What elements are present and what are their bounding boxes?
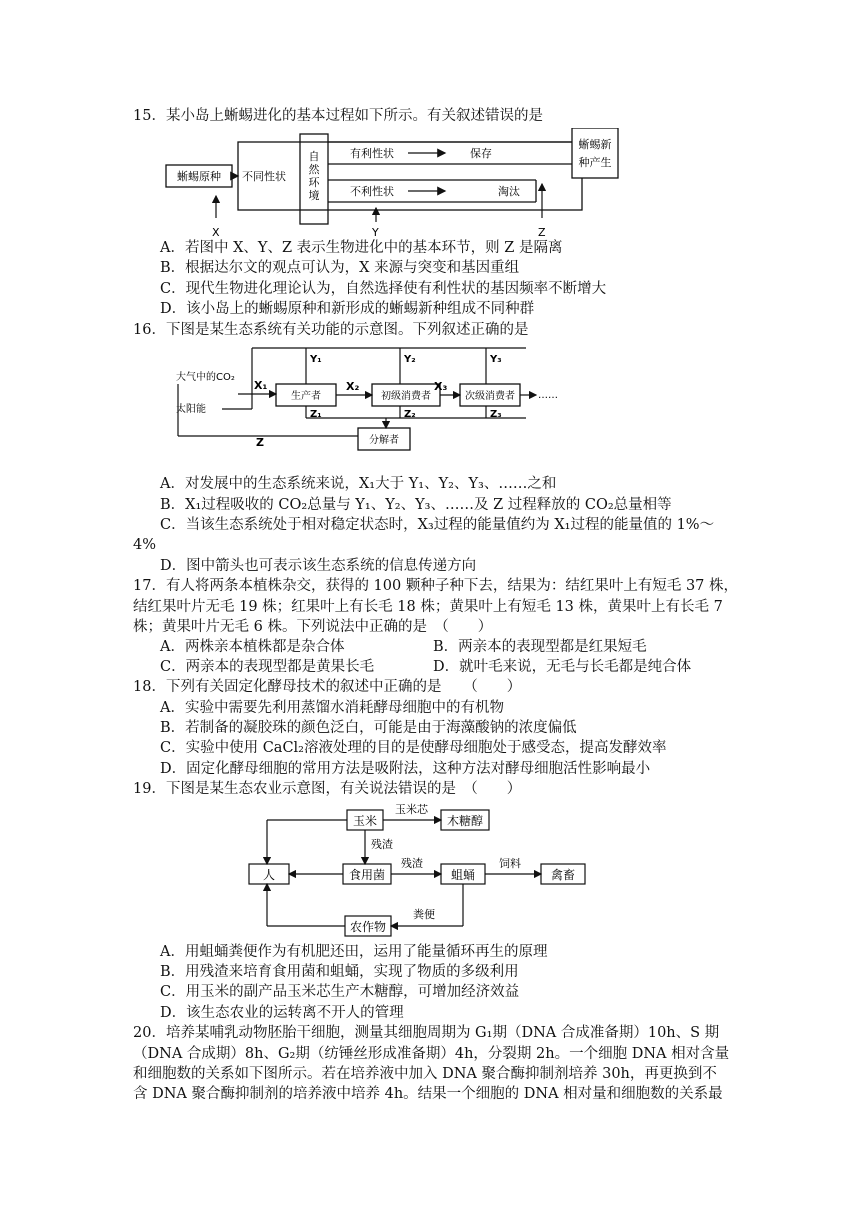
- q15-good-label: 有利性状: [350, 147, 394, 160]
- q18-stem: 18．下列有关固定化酵母技术的叙述中正确的是 （ ）: [133, 679, 522, 695]
- q20-line-3: 和细胞数的关系如下图所示。若在培养液中加入 DNA 聚合酶抑制剂培养 30h，再更换到不: [133, 1066, 717, 1082]
- q16-y3-label: Y₃: [490, 354, 502, 365]
- q17-option-a: A．两株亲本植株都是杂合体: [160, 639, 345, 655]
- q20-line-4: 含 DNA 聚合酶抑制剂的培养液中培养 4h。结果一个细胞的 DNA 相对量和细胞数的关系最: [133, 1086, 723, 1102]
- q16-dots: ……: [538, 390, 558, 401]
- q16-sun-label: 太阳能: [176, 404, 206, 415]
- q17-option-d: D．就叶毛来说，无毛与长毛都是纯合体: [433, 659, 692, 675]
- q16-y2-label: Y₂: [404, 354, 416, 365]
- svg-text:蜥蜴新: 蜥蜴新: [578, 138, 612, 151]
- q16-z1-label: Z₁: [310, 409, 322, 420]
- q15-bad-label: 不利性状: [350, 185, 394, 198]
- q19-mushroom-label: 食用菌: [348, 868, 386, 882]
- q18-option-a: A．实验中需要先利用蒸馏水消耗酵母细胞中的有机物: [160, 700, 504, 716]
- q16-x3-label: X₃: [434, 380, 448, 393]
- q19-manure-label: 粪便: [413, 908, 435, 921]
- q16-option-c-cont: 4%: [133, 537, 157, 553]
- q20-line-1: 20．培养某哺乳动物胚胎干细胞，测量其细胞周期为 G₁期（DNA 合成准备期）10h、S 期: [133, 1025, 720, 1041]
- q15-x-label: X: [212, 226, 220, 239]
- q16-decomposer-label: 分解者: [369, 435, 399, 446]
- q16-z2-label: Z₂: [404, 409, 416, 420]
- q16-y1-label: Y₁: [310, 354, 322, 365]
- q19-option-a: A．用蛆蛹粪便作为有机肥还田，运用了能量循环再生的原理: [160, 944, 548, 960]
- q18-option-c: C．实验中使用 CaCl₂溶液处理的目的是使酵母细胞处于感受态，提高发酵效率: [160, 740, 667, 756]
- q17-option-c: C．两亲本的表现型都是黄果长毛: [160, 659, 375, 675]
- q19-corncob-label: 玉米芯: [395, 803, 428, 816]
- svg-text:自然环境: 自然环境: [308, 150, 320, 202]
- q16-option-d: D．图中箭头也可表示该生态系统的信息传递方向: [160, 558, 477, 574]
- q19-option-c: C．用玉米的副产品玉米芯生产木糖醇，可增加经济效益: [160, 984, 520, 1000]
- q15-stem: 15．某小岛上蜥蜴进化的基本过程如下所示。有关叙述错误的是: [133, 108, 543, 124]
- q17-stem-3: 株；黄果叶片无毛 6 株。下列说法中正确的是 （ ）: [133, 619, 493, 635]
- q16-secondary-label: 次级消费者: [465, 391, 515, 402]
- q15-option-c: C．现代生物进化理论认为，自然选择使有利性状的基因频率不断增大: [160, 281, 607, 297]
- q15-option-a: A．若图中 X、Y、Z 表示生物进化中的基本环节，则 Z 是隔离: [160, 240, 563, 256]
- q16-ecosystem-diagram: [166, 344, 558, 458]
- q15-y-label: Y: [372, 226, 379, 239]
- q15-traits-label: 不同性状: [242, 170, 286, 183]
- q17-stem-1: 17．有人将两条本植株杂交，获得的 100 颗种子种下去，结果为：结红果叶上有短毛 37 株，: [133, 578, 739, 594]
- q17-option-b: B．两亲本的表现型都是红果短毛: [433, 639, 647, 655]
- q19-option-b: B．用残渣来培育食用菌和蛆蛹，实现了物质的多级利用: [160, 964, 519, 980]
- q15-origin-label: 蜥蜴原种: [177, 170, 221, 183]
- svg-text:种产生: 种产生: [578, 156, 612, 169]
- q17-stem-2: 结红果叶片无毛 19 株；红果叶上有长毛 18 株；黄果叶上有短毛 13 株，黄果叶上有长毛 7: [133, 599, 723, 615]
- q19-residue1-label: 残渣: [371, 838, 393, 851]
- q15-keep-label: 保存: [470, 147, 492, 160]
- q16-z-label: Z: [256, 436, 264, 449]
- q18-option-b: B．若制备的凝胶珠的颜色泛白，可能是由于海藻酸钠的浓度偏低: [160, 720, 577, 736]
- q16-option-b: B．X₁过程吸收的 CO₂总量与 Y₁、Y₂、Y₃、……及 Z 过程释放的 CO₂总量相等: [160, 497, 672, 513]
- q15-out-label: 淘汰: [498, 185, 520, 198]
- q19-human-label: 人: [262, 868, 276, 882]
- q16-option-a: A．对发展中的生态系统来说，X₁大于 Y₁、Y₂、Y₃、……之和: [160, 476, 557, 492]
- q16-option-c: C．当该生态系统处于相对稳定状态时，X₃过程的能量值约为 X₁过程的能量值的 1%～: [160, 517, 715, 533]
- q19-stem: 19．下图是某生态农业示意图，有关说法错误的是 （ ）: [133, 781, 522, 797]
- q15-z-label: Z: [538, 226, 546, 239]
- q19-poultry-label: 禽畜: [550, 868, 576, 882]
- q19-option-d: D．该生态农业的运转离不开人的管理: [160, 1005, 404, 1021]
- q15-option-b: B．根据达尔文的观点可认为，X 来源与突变和基因重组: [160, 260, 520, 276]
- q18-option-d: D．固定化酵母细胞的常用方法是吸附法，这种方法对酵母细胞活性影响最小: [160, 761, 651, 777]
- q19-eco-farm-diagram: [245, 800, 590, 940]
- q16-primary-label: 初级消费者: [381, 391, 431, 402]
- q19-crops-label: 农作物: [349, 920, 387, 934]
- q19-maggot-label: 蛆蛹: [450, 868, 476, 882]
- q16-x1-label: X₁: [254, 379, 268, 392]
- q19-residue2-label: 残渣: [401, 857, 423, 870]
- q15-option-d: D．该小岛上的蜥蜴原种和新形成的蜥蜴新种组成不同种群: [160, 301, 535, 317]
- q19-corn-label: 玉米: [352, 814, 378, 828]
- q16-stem: 16．下图是某生态系统有关功能的示意图。下列叙述正确的是: [133, 322, 529, 338]
- q20-line-2: （DNA 合成期）8h、G₂期（纺锤丝形成准备期）4h，分裂期 2h。一个细胞 DNA 相对含量: [133, 1046, 730, 1062]
- q15-evolution-diagram: [160, 128, 620, 240]
- q19-xylitol-label: 木糖醇: [446, 814, 484, 828]
- q16-producer-label: 生产者: [291, 391, 321, 402]
- q19-feed-label: 饲料: [499, 857, 521, 870]
- q16-x2-label: X₂: [346, 380, 360, 393]
- q16-z3-label: Z₃: [490, 409, 502, 420]
- q16-co2-label: 大气中的CO₂: [176, 372, 235, 383]
